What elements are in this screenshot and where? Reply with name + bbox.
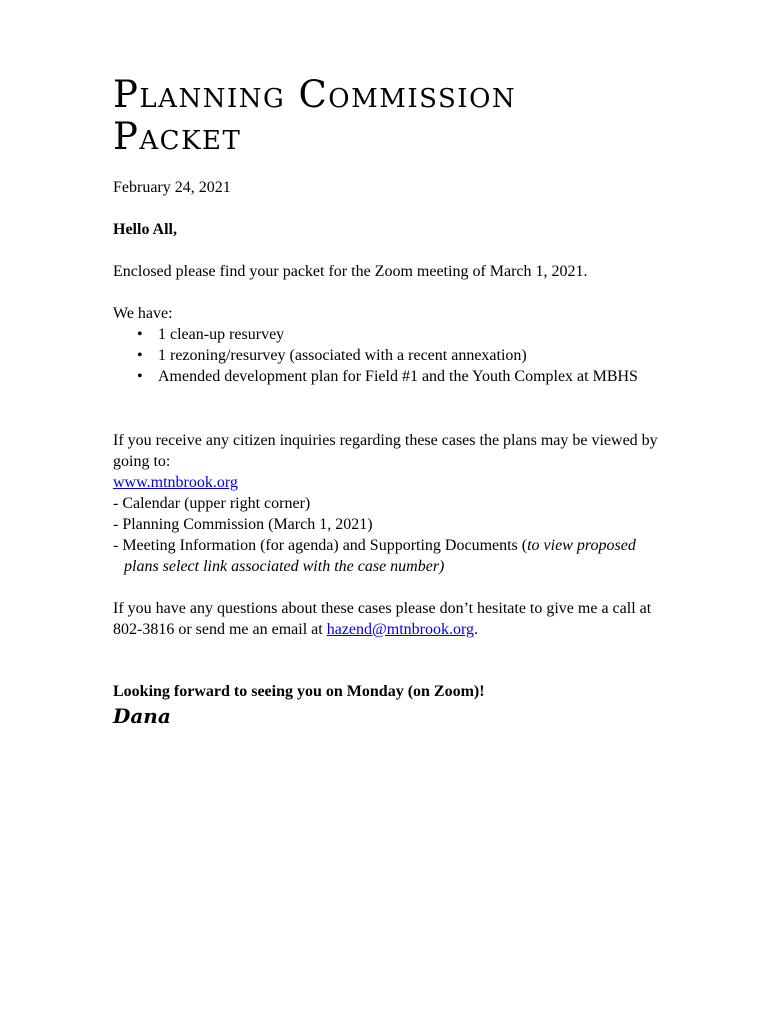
greeting: Hello All, [113,221,177,238]
list-item: - Planning Commission (March 1, 2021) [113,516,373,533]
closing-line: Looking forward to seeing you on Monday (on Zoom)! [113,683,485,700]
signature: Dana [113,704,171,728]
bullet-icon: • [137,326,143,343]
list-item [113,366,673,387]
title-line-1: Planning Commission [113,73,517,116]
email-link[interactable]: hazend@mtnbrook.org [326,621,475,638]
document-date: February 24, 2021 [113,179,231,196]
step-text: - Meeting Information (for agenda) and Supporting Documents ( [113,537,528,554]
document-title [113,74,673,158]
questions-end: . [474,621,479,638]
list-item [113,345,673,366]
intro-paragraph: Enclosed please find your packet for the Zoom meeting of March 1, 2021. [113,263,588,280]
inquiries-text: If you receive any citizen inquiries regarding these cases the plans may be viewed by going to: [113,432,658,470]
bullet-icon: • [137,368,143,385]
questions-text: If you have any questions about these cases please don’t hesitate to give me a call at 802-3816 or send me an email at [113,600,652,638]
step-italic-note: to view proposed plans select link associated with the case number) [124,537,636,575]
questions-paragraph [113,598,673,640]
bullet-icon: • [137,347,143,364]
inquiries-paragraph [113,430,673,493]
list-item: - Calendar (upper right corner) [113,495,311,512]
title-line-2: Packet [113,115,242,158]
navigation-steps [113,493,673,577]
list-item [113,535,673,577]
case-list [113,324,673,387]
website-link[interactable]: www.mtnbrook.org [113,474,238,491]
list-item-text: 1 clean-up resurvey [158,326,285,343]
we-have-label: We have: [113,305,173,322]
list-item [113,324,673,345]
list-item-text: 1 rezoning/resurvey (associated with a recent annexation) [158,347,527,364]
list-item-text: Amended development plan for Field #1 and the Youth Complex at MBHS [158,368,638,385]
